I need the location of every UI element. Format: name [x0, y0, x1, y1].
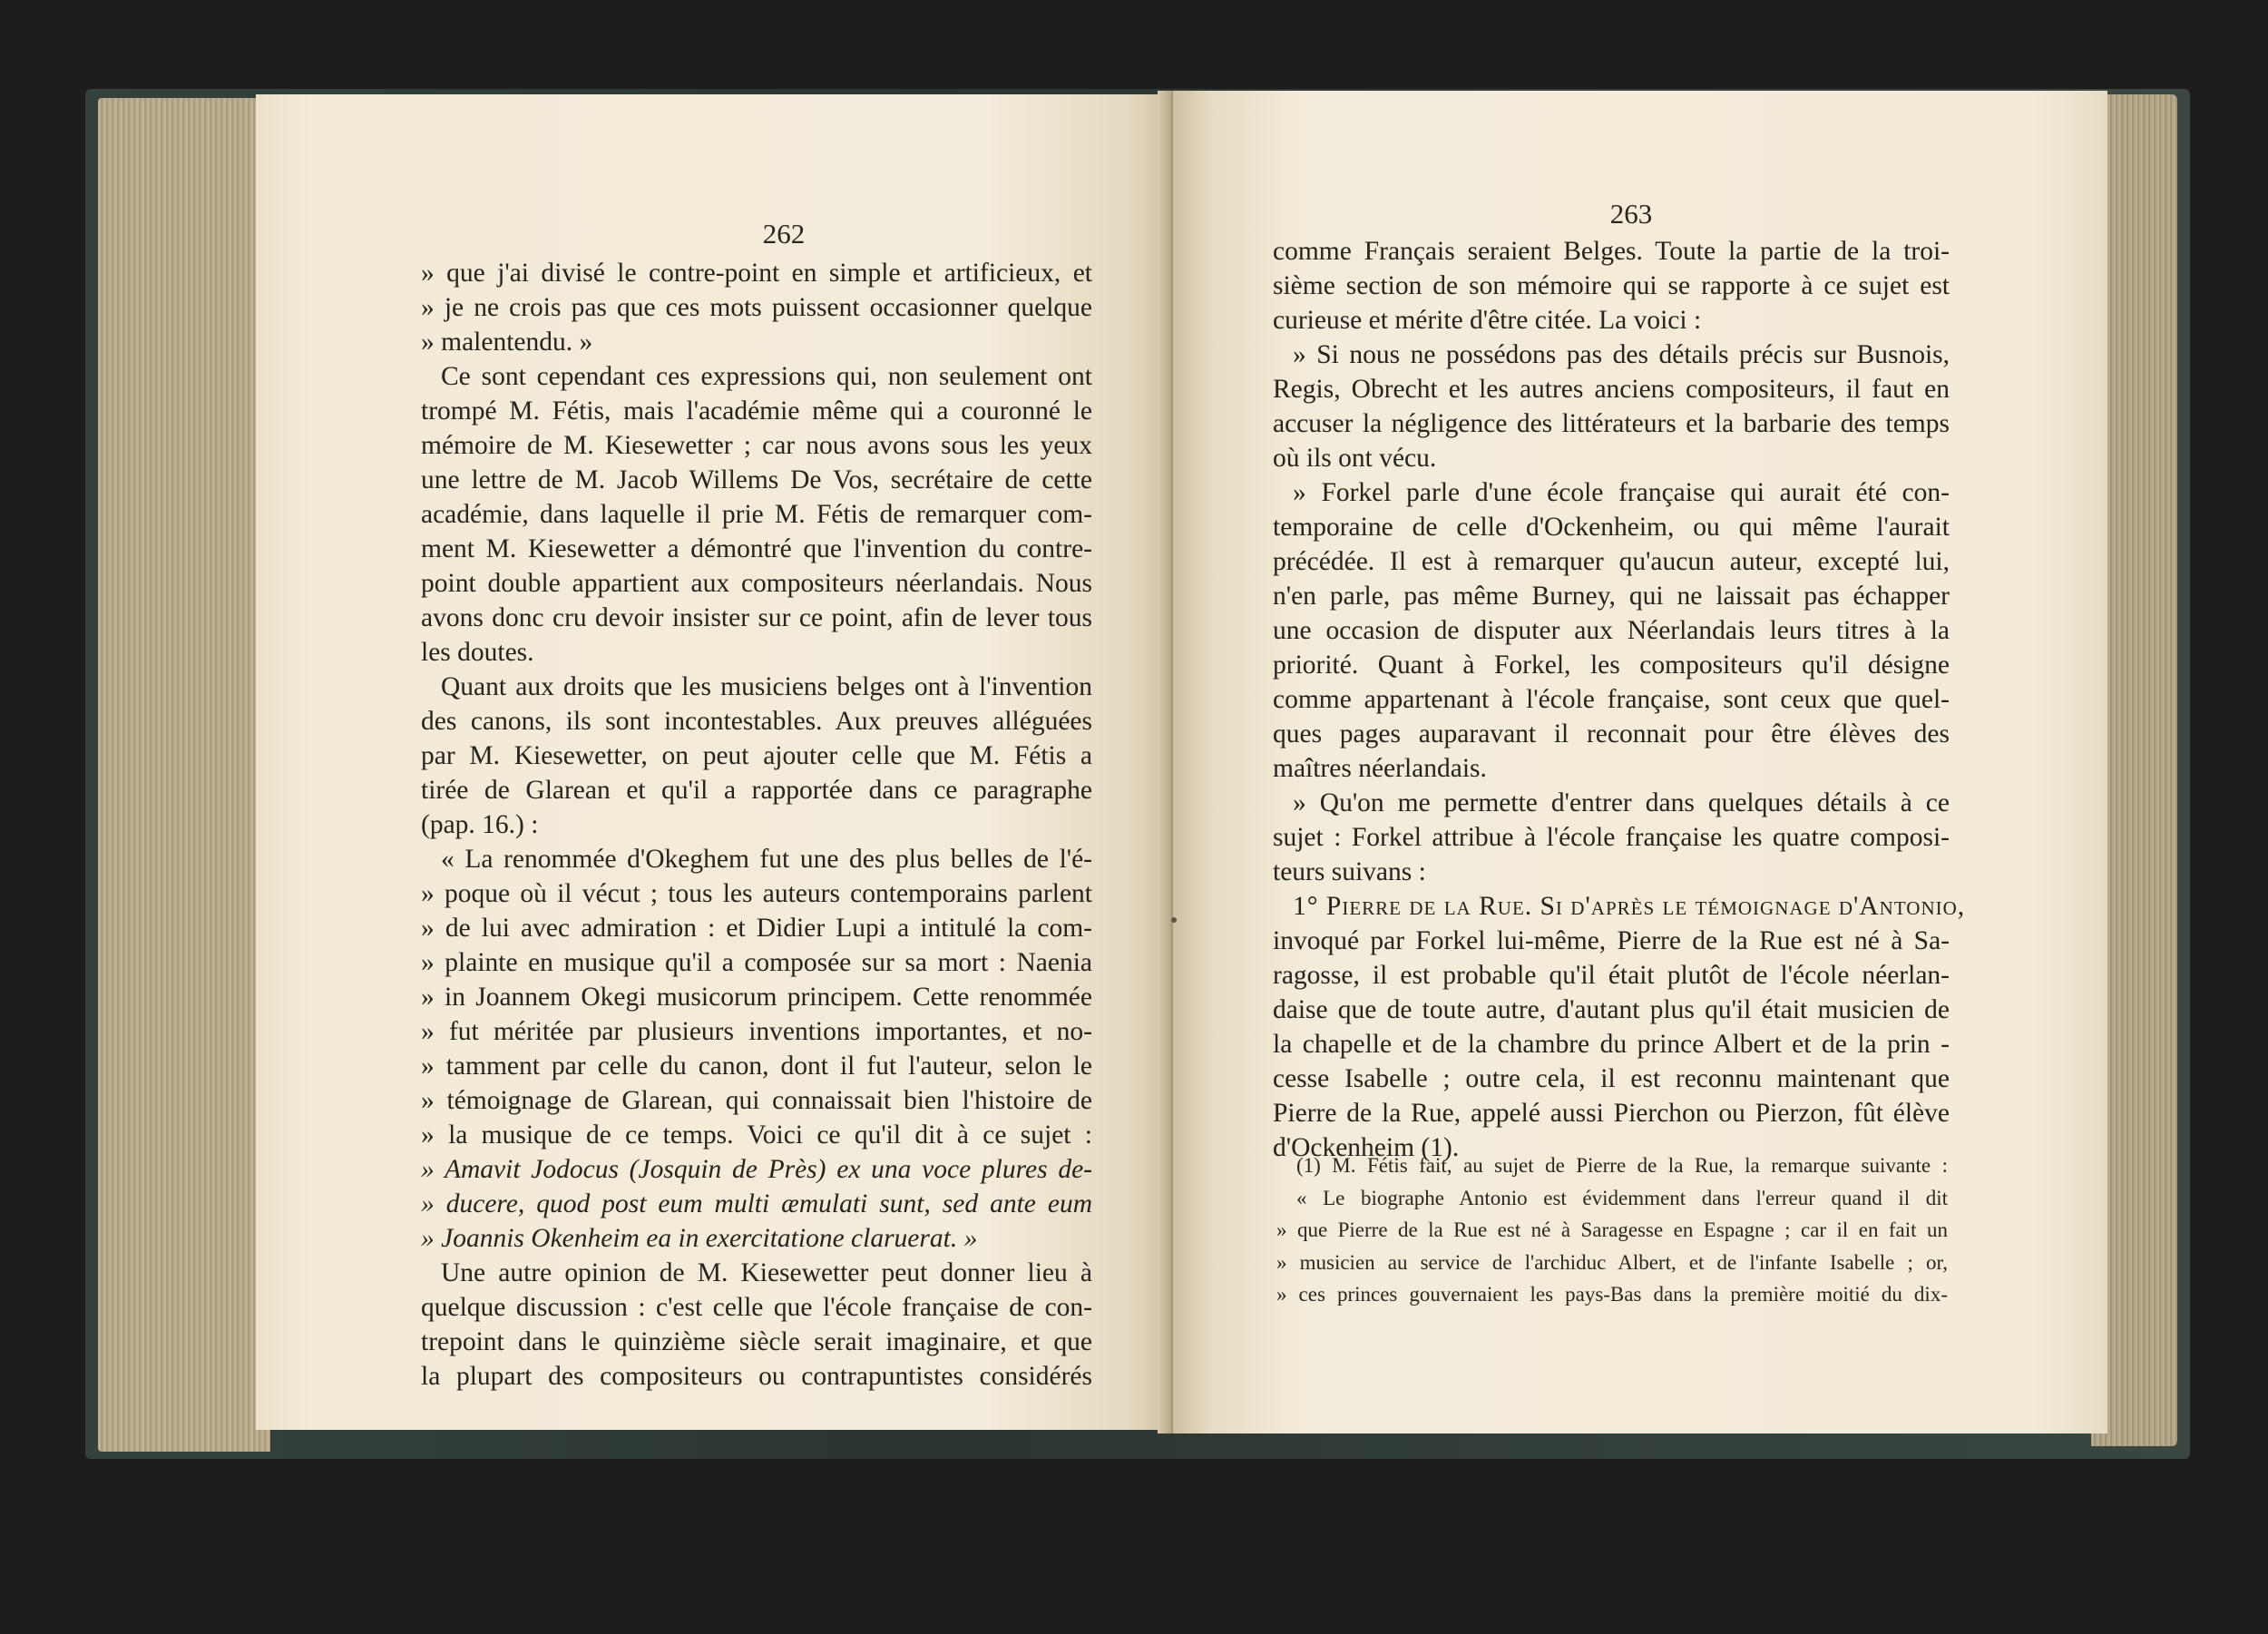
text-line: sujet : Forkel attribue à l'école française les quatre composi-: [1273, 823, 1950, 852]
footnote-line: « Le biographe Antonio est évidemment dans l'erreur quand il dit: [1296, 1186, 1948, 1209]
page-number-left: 262: [762, 218, 806, 250]
text-line: des canons, ils sont incontestables. Aux preuves alléguées: [421, 707, 1092, 736]
text-line: ragosse, il est probable qu'il était plutôt de l'école néerlan-: [1273, 961, 1950, 990]
text-line: » Forkel parle d'une école française qui aurait été con-: [1293, 478, 1950, 507]
footnote-line: » ces princes gouvernaient les pays-Bas dans la première moitié du dix-: [1276, 1283, 1948, 1306]
text-line: priorité. Quant à Forkel, les compositeurs qu'il désigne: [1273, 651, 1950, 680]
text-line: Quant aux droits que les musiciens belges ont à l'invention: [441, 672, 1092, 701]
text-line: » Qu'on me permette d'entrer dans quelques détails à ce: [1293, 788, 1950, 817]
text-line: » tamment par celle du canon, dont il fut l'auteur, selon le: [421, 1052, 1092, 1081]
text-line: » témoignage de Glarean, qui connaissait bien l'histoire de: [421, 1086, 1092, 1115]
text-line: la plupart des compositeurs ou contrapuntistes considérés: [421, 1362, 1092, 1391]
ink-speck: [1171, 917, 1177, 923]
text-line: comme appartenant à l'école française, sont ceux que quel-: [1273, 685, 1950, 714]
text-line: Regis, Obrecht et les autres anciens compositeurs, il faut en: [1273, 375, 1950, 404]
text-line: les doutes.: [421, 638, 534, 667]
text-line: cesse Isabelle ; outre cela, il est reconnu maintenant que: [1273, 1064, 1950, 1093]
text-line: quelque discussion : c'est celle que l'école française de con-: [421, 1293, 1092, 1322]
text-line: Ce sont cependant ces expressions qui, non seulement ont: [441, 362, 1092, 391]
text-line: une lettre de M. Jacob Willems De Vos, secrétaire de cette: [421, 465, 1092, 494]
text-line: par M. Kiesewetter, on peut ajouter celle que M. Fétis a: [421, 741, 1092, 770]
text-line: » malentendu. »: [421, 328, 593, 357]
text-line: maîtres néerlandais.: [1273, 754, 1487, 783]
text-line: sième section de son mémoire qui se rapporte à ce sujet est: [1273, 271, 1950, 300]
left-page: [256, 94, 1168, 1430]
text-line: trepoint dans le quinzième siècle serait imaginaire, et que: [421, 1327, 1092, 1356]
text-line: teurs suivans :: [1273, 857, 1426, 886]
text-line: tirée de Glarean et qu'il a rapportée dans ce paragraphe: [421, 776, 1092, 805]
text-line: accuser la négligence des littérateurs et la barbarie des temps: [1273, 409, 1950, 438]
text-line: » je ne crois pas que ces mots puissent occasionner quelque: [421, 293, 1092, 322]
text-line: point double appartient aux compositeurs néerlandais. Nous: [421, 569, 1092, 598]
footnote-line: » que Pierre de la Rue est né à Saragesse en Espagne ; car il en fait un: [1276, 1218, 1948, 1241]
text-line: invoqué par Forkel lui-même, Pierre de la Rue est né à Sa-: [1273, 926, 1950, 955]
text-line: une occasion de disputer aux Néerlandais leurs titres à la: [1273, 616, 1950, 645]
text-line: daise que de toute autre, d'autant plus qu'il était musicien de: [1273, 995, 1950, 1024]
text-line: » plainte en musique qu'il a composée sur sa mort : Naenia: [421, 948, 1092, 977]
text-line: » Si nous ne possédons pas des détails précis sur Busnois,: [1293, 340, 1950, 369]
text-line: (pap. 16.) :: [421, 810, 539, 839]
text-line: d'Ockenheim (1).: [1273, 1133, 1460, 1162]
text-line: avons donc cru devoir insister sur ce point, afin de lever tous: [421, 603, 1092, 632]
text-line: » in Joannem Okegi musicorum principem. Cette renommée: [421, 983, 1092, 1012]
text-line: la chapelle et de la chambre du prince Albert et de la prin -: [1273, 1030, 1950, 1059]
text-line: » fut méritée par plusieurs inventions importantes, et no-: [421, 1017, 1092, 1046]
text-line: mémoire de M. Kiesewetter ; car nous avons sous les yeux: [421, 431, 1092, 460]
text-line: trompé M. Fétis, mais l'académie même qui a couronné le: [421, 396, 1092, 426]
text-line: » que j'ai divisé le contre-point en simple et artificieux, et: [421, 259, 1092, 288]
text-line: curieuse et mérite d'être citée. La voici :: [1273, 306, 1702, 335]
text-line: Pierre de la Rue, appelé aussi Pierchon ou Pierzon, fût élève: [1273, 1099, 1950, 1128]
text-line: » la musique de ce temps. Voici ce qu'il dit à ce sujet :: [421, 1120, 1092, 1150]
text-line: Une autre opinion de M. Kiesewetter peut donner lieu à: [441, 1258, 1092, 1287]
text-line: » poque où il vécut ; tous les auteurs contemporains parlent: [421, 879, 1092, 908]
page-number-right: 263: [1609, 198, 1653, 230]
text-line: temporaine de celle d'Ockenheim, ou qui même l'aurait: [1273, 513, 1950, 542]
text-line: » de lui avec admiration : et Didier Lupi a intitulé la com-: [421, 914, 1092, 943]
footnote: [1276, 1150, 1948, 1311]
text-line: » Amavit Jodocus (Josquin de Près) ex una voce plures de-: [421, 1155, 1092, 1184]
text-line: » ducere, quod post eum multi æmulati sunt, sed ante eum: [421, 1189, 1092, 1218]
left-page-text: [421, 256, 1092, 1394]
footnote-line: » musicien au service de l'archiduc Albert, et de l'infante Isabelle ; or,: [1276, 1250, 1948, 1274]
text-line: « La renommée d'Okeghem fut une des plus belles de l'é-: [441, 845, 1092, 874]
text-line: où ils ont vécu.: [1273, 444, 1437, 473]
text-line: 1° Pierre de la Rue. Si d'après le témoignage d'Antonio,: [1293, 892, 1966, 921]
right-page: [1173, 91, 2107, 1433]
text-line: ques pages auparavant il reconnait pour être élèves des: [1273, 719, 1950, 749]
text-line: comme Français seraient Belges. Toute la partie de la troi-: [1273, 237, 1950, 266]
text-line: précédée. Il est à remarquer qu'aucun auteur, excepté lui,: [1273, 547, 1950, 576]
text-line: ment M. Kiesewetter a démontré que l'invention du contre-: [421, 534, 1092, 563]
right-page-text: [1273, 234, 1966, 1165]
text-line: académie, dans laquelle il prie M. Fétis de remarquer com-: [421, 500, 1092, 529]
text-line: n'en parle, pas même Burney, qui ne laissait pas échapper: [1273, 582, 1950, 611]
page-edges-left: [98, 98, 270, 1452]
text-line: » Joannis Okenheim ea in exercitatione claruerat. »: [421, 1224, 978, 1253]
footnote-line: (1) M. Fétis fait, au sujet de Pierre de la Rue, la remarque suivante :: [1296, 1154, 1948, 1177]
